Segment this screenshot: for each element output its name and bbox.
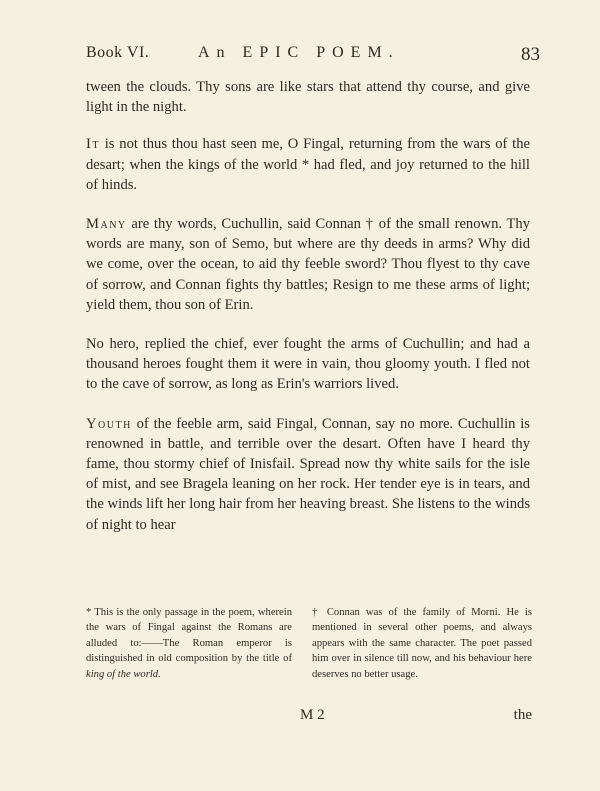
- body-text: [86, 77, 530, 554]
- signature-mark: M 2: [300, 707, 325, 723]
- paragraph-text: is not thus thou hast seen me, O Fingal, returning from the wars of the desart; when the kings of the world * had fled, and joy returned to the hill of hinds.: [86, 136, 530, 193]
- paragraph: [86, 414, 530, 535]
- paragraph-text: of the feeble arm, said Fingal, Connan, say no more. Cuchullin is renowned in battle, and terrible over the desart. Often have I heard thy fame, thou stormy chief of Inisfail. Spread now thy white sails for the isle of mist, and see Bragela leaning on her rock. Her tender eye is in tears, and the winds lift her long hair from her heaving breast. She listens to the winds of night to hear: [86, 415, 530, 533]
- footnote-right: [312, 605, 532, 682]
- paragraph: [86, 77, 530, 117]
- paragraph-text: are thy words, Cuchullin, said Connan † of the small renown. Thy words are many, son of Semo, but where are thy deeds in arms? Why did we come, over the ocean, to aid thy feeble sword? Thou flyest to thy cave of sorrow, and Connan fights thy battles; Resign to me these arms of light; yield them, thou son of Erin.: [86, 216, 530, 313]
- running-head: [86, 44, 540, 70]
- footnote-left-text: * This is the only passage in the poem, wherein the wars of Fingal against the Romans are alluded to:——The Roman emperor is distinguished in old composition by the title of: [86, 607, 292, 665]
- paragraph: [86, 334, 530, 395]
- book-label: Book VI.: [86, 44, 150, 61]
- poem-title: An EPIC POEM.: [198, 44, 400, 61]
- paragraph-lead: Many: [86, 216, 127, 233]
- paragraph: [86, 214, 530, 315]
- catchword: the: [513, 707, 532, 723]
- paragraph-text: tween the clouds. Thy sons are like stars that attend thy course, and give light in the night.: [86, 79, 530, 116]
- paragraph-text: No hero, replied the chief, ever fought the arms of Cuchullin; and had a thousand heroes fought them it were in vain, thou gloomy youth. I fled not to the cave of sorrow, as long as Erin's warriors lived.: [86, 336, 530, 393]
- footnote-left: [86, 605, 292, 682]
- paragraph-lead: Youth: [86, 415, 132, 432]
- paragraph: [86, 134, 530, 195]
- paragraph-lead: It: [86, 136, 100, 153]
- footnote-right-text: † Connan was of the family of Morni. He is mentioned in several other poems, and always appears with the same character. The poet passed him over in silence till now, and his behaviour here deserves no better usage.: [312, 607, 532, 680]
- page-number: 83: [521, 44, 540, 65]
- footnote-left-italic: king of the world.: [86, 668, 161, 680]
- footnotes: [86, 605, 532, 715]
